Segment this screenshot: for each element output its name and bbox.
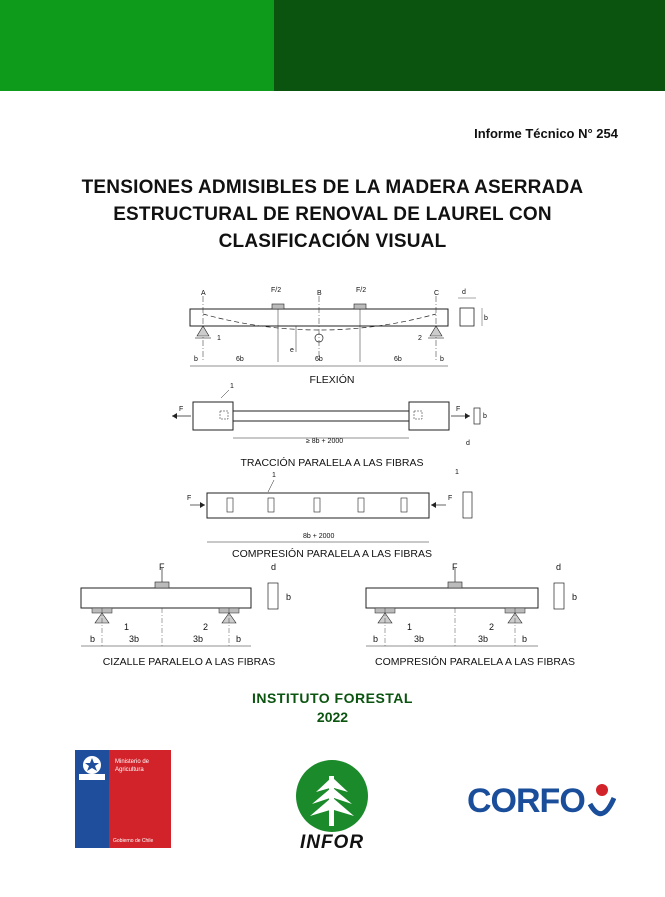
- compresion-paralela-diagram: [187, 469, 472, 542]
- flexion-load-2: F/2: [356, 287, 367, 294]
- flexion-dim-3: 6b: [315, 356, 323, 363]
- title-line-3: CLASIFICACIÓN VISUAL: [218, 231, 447, 252]
- compresion-perp-dim-2: 3b: [414, 634, 425, 644]
- document-title: [30, 174, 635, 255]
- cizalle-dim-1: b: [90, 634, 96, 644]
- compresion-perp-section-b: b: [572, 592, 578, 602]
- compresion-dimension: 8b + 2000: [303, 533, 335, 540]
- header-band-right: [274, 0, 665, 91]
- cizalle-dim-4: b: [236, 634, 242, 644]
- flexion-load-1: F/2: [271, 287, 282, 294]
- caption-cizalle: CIZALLE PARALELO A LAS FIBRAS: [102, 656, 276, 668]
- flexion-dim-4: 6b: [394, 356, 402, 363]
- cizalle-section-d: d: [271, 562, 277, 572]
- cizalle-diagram: [81, 562, 291, 648]
- corfo-wordmark: CORFO: [467, 782, 585, 820]
- compresion-perp-support-2: 2: [489, 622, 495, 632]
- cizalle-dim-2: 3b: [129, 634, 140, 644]
- cizalle-support-2: 2: [203, 622, 209, 632]
- caption-compresion-perpendicular: COMPRESIÓN PARALELA A LAS FIBRAS: [375, 656, 575, 668]
- report-number: Informe Técnico N° 254: [474, 126, 618, 141]
- traccion-section-b: b: [483, 413, 487, 420]
- test-diagrams: [0, 280, 665, 680]
- compresion-perp-force: F: [452, 562, 458, 572]
- flexion-support-1: 1: [217, 335, 221, 342]
- cizalle-support-1: 1: [124, 622, 130, 632]
- compresion-perp-dim-1: b: [373, 634, 379, 644]
- compresion-marker-1: 1: [272, 472, 276, 479]
- caption-compresion-paralela: COMPRESIÓN PARALELA A LAS FIBRAS: [232, 548, 432, 560]
- traccion-section-d: d: [466, 440, 470, 447]
- caption-flexion: FLEXIÓN: [309, 374, 355, 386]
- compresion-perp-dim-3: 3b: [478, 634, 489, 644]
- traccion-force-right: F: [456, 406, 461, 413]
- flexion-label-a: A: [201, 290, 206, 297]
- traccion-force-left: F: [179, 406, 184, 413]
- ministerio-agricultura-logo: [75, 750, 171, 848]
- compresion-perp-support-1: 1: [407, 622, 413, 632]
- cizalle-force: F: [159, 562, 165, 572]
- compresion-perp-section-d: d: [556, 562, 562, 572]
- flexion-dim-5: b: [440, 356, 444, 363]
- compresion-marker-2: 1: [455, 469, 459, 476]
- infor-tree-logo: [294, 758, 370, 834]
- compresion-perp-diagram: [366, 562, 577, 648]
- caption-traccion: TRACCIÓN PARALELA A LAS FIBRAS: [240, 457, 424, 469]
- institute-name: INSTITUTO FORESTAL: [252, 690, 413, 706]
- flexion-dim-1: b: [194, 356, 198, 363]
- title-line-1: TENSIONES ADMISIBLES DE LA MADERA ASERRADA: [81, 177, 584, 198]
- compresion-force-left: F: [187, 495, 192, 502]
- cizalle-dim-3: 3b: [193, 634, 204, 644]
- traccion-diagram: [172, 383, 487, 447]
- flexion-label-b: B: [317, 290, 322, 297]
- flexion-diagram: [190, 287, 488, 366]
- traccion-dimension: ≥ 8b + 2000: [306, 438, 344, 445]
- ministerio-footer: Gobierno de Chile: [113, 838, 154, 844]
- corfo-figure-icon: [586, 782, 616, 826]
- flexion-label-e: e: [290, 347, 294, 354]
- header-band-left: [0, 0, 274, 91]
- traccion-marker: 1: [230, 383, 234, 390]
- flexion-support-2: 2: [418, 335, 422, 342]
- flexion-dim-2: 6b: [236, 356, 244, 363]
- compresion-force-right: F: [448, 495, 453, 502]
- flexion-section-b: b: [484, 315, 488, 322]
- ministerio-line-1: Ministerio de: [115, 759, 150, 765]
- flexion-label-c: C: [434, 290, 440, 297]
- title-line-2: ESTRUCTURAL DE RENOVAL DE LAUREL CON: [113, 204, 552, 225]
- cizalle-section-b: b: [286, 592, 292, 602]
- flexion-section-d: d: [462, 289, 466, 296]
- ministerio-line-2: Agricultura: [115, 767, 144, 773]
- compresion-perp-dim-4: b: [522, 634, 528, 644]
- infor-wordmark: INFOR: [299, 832, 365, 853]
- publication-year: 2022: [316, 709, 349, 725]
